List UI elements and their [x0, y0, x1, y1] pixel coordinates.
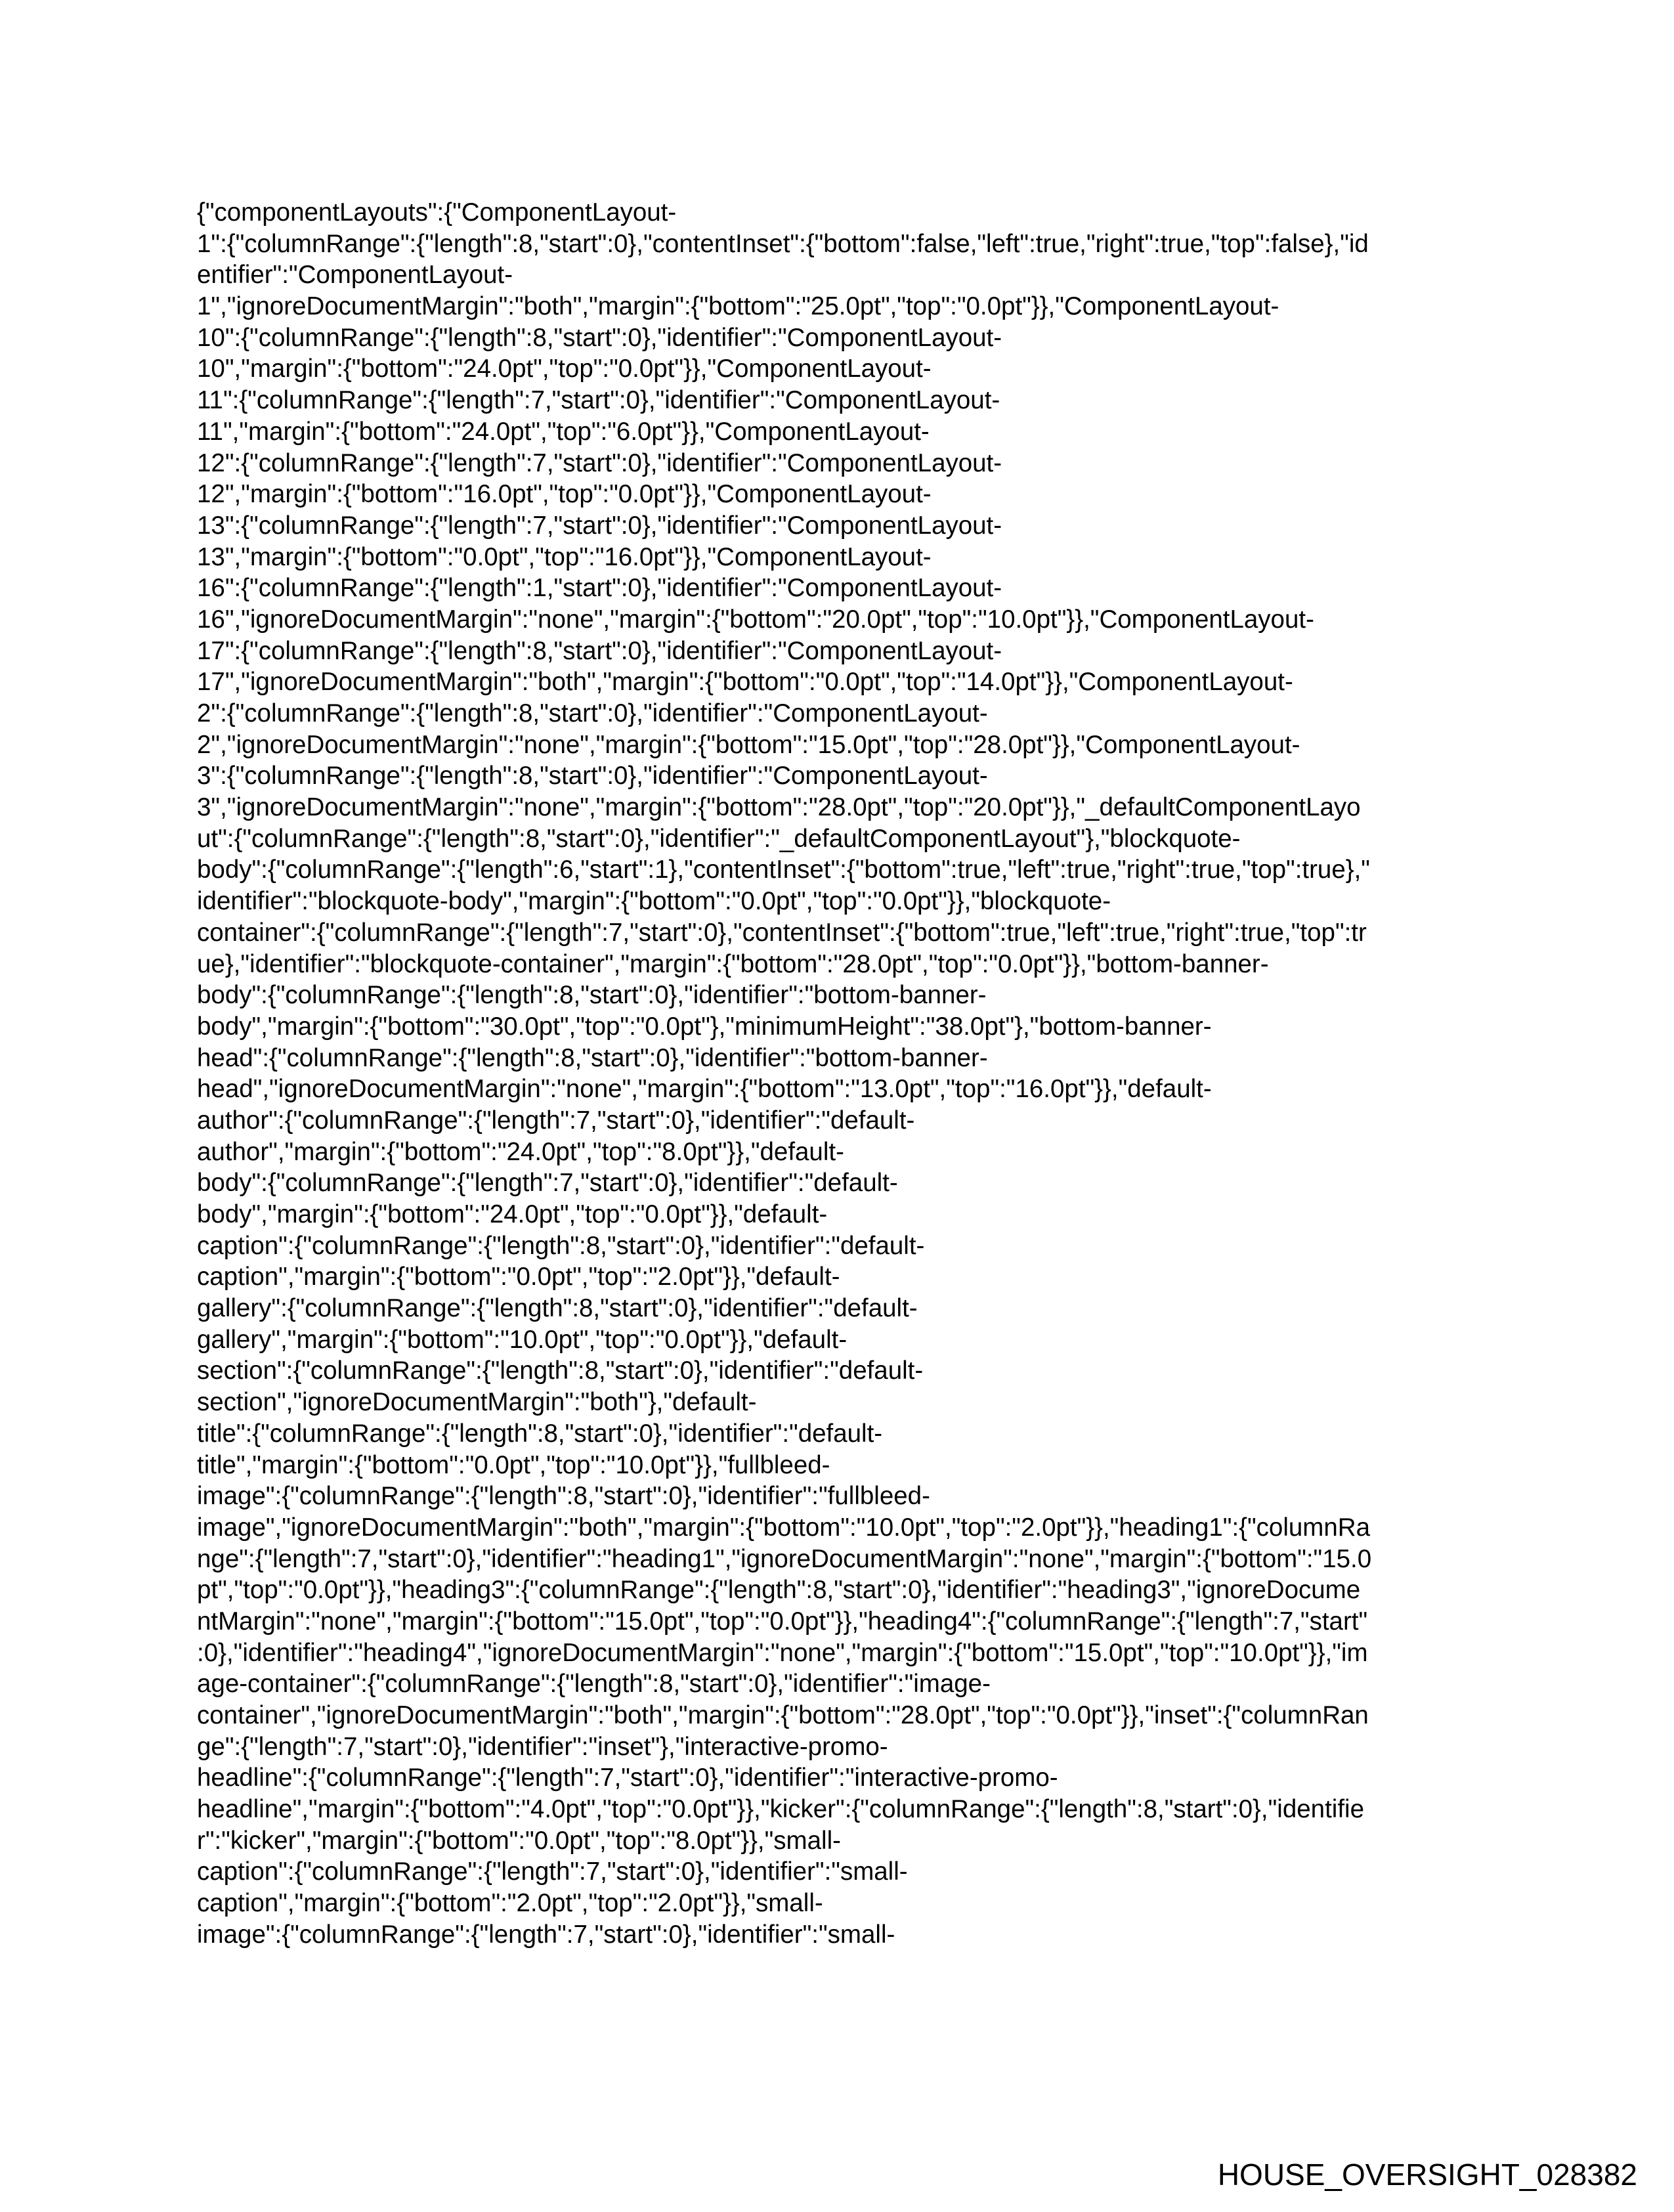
text-line: image":{"columnRange":{"length":8,"start":0},"identifier":"fullbleed-	[197, 1482, 930, 1511]
text-line: identifier":"blockquote-body","margin":{"bottom":"0.0pt","top":"0.0pt"}},"blockquote-	[197, 887, 1111, 916]
text-line: 17","ignoreDocumentMargin":"both","margin":{"bottom":"0.0pt","top":"14.0pt"}},"ComponentLayout-	[197, 668, 1293, 697]
text-line: caption","margin":{"bottom":"2.0pt","top":"2.0pt"}},"small-	[197, 1889, 823, 1918]
text-line: 12","margin":{"bottom":"16.0pt","top":"0.0pt"}},"ComponentLayout-	[197, 480, 932, 509]
text-line: 1":{"columnRange":{"length":8,"start":0},"contentInset":{"bottom":false,"left":true,"right":true,"top":false},"id	[197, 229, 1369, 258]
text-line: body","margin":{"bottom":"24.0pt","top":"0.0pt"}},"default-	[197, 1200, 828, 1228]
text-line: body":{"columnRange":{"length":7,"start":0},"identifier":"default-	[197, 1169, 898, 1198]
text-line: ntMargin":"none","margin":{"bottom":"15.0pt","top":"0.0pt"}},"heading4":{"columnRange":{"length":7,"start"	[197, 1607, 1368, 1636]
text-line: gallery":{"columnRange":{"length":8,"start":0},"identifier":"default-	[197, 1294, 918, 1323]
text-line: body","margin":{"bottom":"30.0pt","top":"0.0pt"},"minimumHeight":"38.0pt"},"bottom-banner-	[197, 1012, 1212, 1041]
text-line: section":{"columnRange":{"length":8,"start":0},"identifier":"default-	[197, 1356, 924, 1385]
text-line: title","margin":{"bottom":"0.0pt","top":"10.0pt"}},"fullbleed-	[197, 1450, 830, 1479]
text-line: head":{"columnRange":{"length":8,"start":0},"identifier":"bottom-banner-	[197, 1043, 988, 1072]
text-line: r":"kicker","margin":{"bottom":"0.0pt","top":"8.0pt"}},"small-	[197, 1826, 841, 1855]
text-line: headline":{"columnRange":{"length":7,"start":0},"identifier":"interactive-promo-	[197, 1764, 1058, 1792]
text-line: 17":{"columnRange":{"length":8,"start":0},"identifier":"ComponentLayout-	[197, 636, 1002, 665]
text-line: 11","margin":{"bottom":"24.0pt","top":"6.0pt"}},"ComponentLayout-	[197, 417, 930, 446]
text-line: ge":{"length":7,"start":0},"identifier":"inset"},"interactive-promo-	[197, 1732, 888, 1761]
text-line: ue},"identifier":"blockquote-container","margin":{"bottom":"28.0pt","top":"0.0pt"}},"bottom-banner-	[197, 949, 1269, 978]
text-line: body":{"columnRange":{"length":8,"start":0},"identifier":"bottom-banner-	[197, 981, 987, 1010]
text-line: 16":{"columnRange":{"length":1,"start":0},"identifier":"ComponentLayout-	[197, 574, 1002, 603]
text-line: age-container":{"columnRange":{"length":8,"start":0},"identifier":"image-	[197, 1670, 991, 1699]
text-line: 1","ignoreDocumentMargin":"both","margin":{"bottom":"25.0pt","top":"0.0pt"}},"ComponentLayout-	[197, 292, 1279, 321]
text-line: title":{"columnRange":{"length":8,"start":0},"identifier":"default-	[197, 1419, 883, 1448]
text-line: head","ignoreDocumentMargin":"none","margin":{"bottom":"13.0pt","top":"16.0pt"}},"default-	[197, 1075, 1212, 1104]
text-line: container":{"columnRange":{"length":7,"start":0},"contentInset":{"bottom":true,"left":true,"right":true,"top":tr	[197, 918, 1367, 947]
text-line: 3","ignoreDocumentMargin":"none","margin":{"bottom":"28.0pt","top":"20.0pt"}},"_defaultComponentLayo	[197, 793, 1361, 822]
text-line: caption":{"columnRange":{"length":8,"start":0},"identifier":"default-	[197, 1231, 925, 1260]
text-line: section","ignoreDocumentMargin":"both"},"default-	[197, 1388, 757, 1417]
text-line: container","ignoreDocumentMargin":"both","margin":{"bottom":"28.0pt","top":"0.0pt"}},"inset":{"columnRan	[197, 1701, 1369, 1729]
text-line: headline","margin":{"bottom":"4.0pt","top":"0.0pt"}},"kicker":{"columnRange":{"length":8,"start":0},"identifie	[197, 1795, 1364, 1824]
text-line: 10","margin":{"bottom":"24.0pt","top":"0.0pt"}},"ComponentLayout-	[197, 355, 932, 383]
text-line: image":{"columnRange":{"length":7,"start":0},"identifier":"small-	[197, 1920, 895, 1949]
bates-number: HOUSE_OVERSIGHT_028382	[1217, 2158, 1637, 2192]
text-line: {"componentLayouts":{"ComponentLayout-	[197, 198, 677, 227]
text-line: 2","ignoreDocumentMargin":"none","margin":{"bottom":"15.0pt","top":"28.0pt"}},"ComponentLayout-	[197, 730, 1300, 759]
text-line: 2":{"columnRange":{"length":8,"start":0},"identifier":"ComponentLayout-	[197, 699, 988, 727]
text-line: 12":{"columnRange":{"length":7,"start":0},"identifier":"ComponentLayout-	[197, 448, 1002, 477]
text-line: 13":{"columnRange":{"length":7,"start":0},"identifier":"ComponentLayout-	[197, 511, 1002, 540]
text-line: 11":{"columnRange":{"length":7,"start":0},"identifier":"ComponentLayout-	[197, 386, 1000, 415]
text-line: entifier":"ComponentLayout-	[197, 261, 513, 290]
text-line: pt","top":"0.0pt"}},"heading3":{"columnRange":{"length":8,"start":0},"identifier":"heading3","ignoreDocume	[197, 1576, 1361, 1605]
text-line: 10":{"columnRange":{"length":8,"start":0},"identifier":"ComponentLayout-	[197, 323, 1002, 352]
text-line: 3":{"columnRange":{"length":8,"start":0},"identifier":"ComponentLayout-	[197, 762, 988, 791]
text-line: caption","margin":{"bottom":"0.0pt","top":"2.0pt"}},"default-	[197, 1263, 840, 1291]
json-text-body	[197, 197, 1477, 1951]
text-line: 13","margin":{"bottom":"0.0pt","top":"16.0pt"}},"ComponentLayout-	[197, 542, 932, 571]
text-line: author","margin":{"bottom":"24.0pt","top":"8.0pt"}},"default-	[197, 1137, 844, 1166]
text-line: image","ignoreDocumentMargin":"both","margin":{"bottom":"10.0pt","top":"2.0pt"}},"heading1":{"columnRa	[197, 1513, 1370, 1542]
text-line: 16","ignoreDocumentMargin":"none","margin":{"bottom":"20.0pt","top":"10.0pt"}},"ComponentLayout-	[197, 605, 1314, 634]
text-line: nge":{"length":7,"start":0},"identifier":"heading1","ignoreDocumentMargin":"none","margin":{"bottom":"15.0	[197, 1544, 1372, 1573]
text-line: author":{"columnRange":{"length":7,"start":0},"identifier":"default-	[197, 1106, 915, 1135]
text-line: :0},"identifier":"heading4","ignoreDocumentMargin":"none","margin":{"bottom":"15.0pt","top":"10.0pt"}},"im	[197, 1638, 1368, 1667]
text-line: ut":{"columnRange":{"length":8,"start":0},"identifier":"_defaultComponentLayout"},"blockquote-	[197, 824, 1241, 853]
text-line: gallery","margin":{"bottom":"10.0pt","top":"0.0pt"}},"default-	[197, 1325, 848, 1354]
text-line: caption":{"columnRange":{"length":7,"start":0},"identifier":"small-	[197, 1857, 908, 1886]
text-line: body":{"columnRange":{"length":6,"start":1},"contentInset":{"bottom":true,"left":true,"right":true,"top":true},"	[197, 856, 1370, 884]
